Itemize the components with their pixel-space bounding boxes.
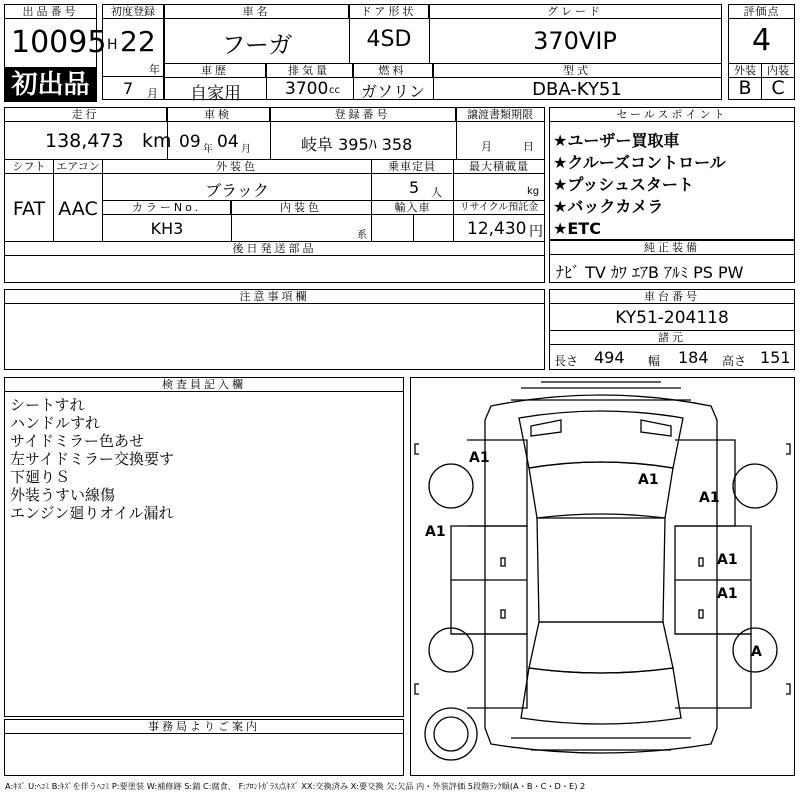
wheel-front-right [733, 464, 777, 508]
sales-point: ★プッシュスタート [553, 175, 694, 194]
damage-mark: A1 [717, 586, 738, 602]
door-handle [699, 610, 703, 618]
capacity-label: 乗車定員 [371, 160, 452, 174]
color-no: KH3 [150, 219, 184, 238]
mileage-unit: km [142, 130, 172, 152]
length-label: 長さ [554, 354, 579, 368]
width-label: 幅 [648, 354, 661, 368]
inspector-remark: サイドミラー色あせ [10, 432, 144, 450]
fuel: ガソリン [360, 82, 425, 101]
front-bumper [511, 382, 691, 400]
month-unit: 月 [147, 87, 158, 100]
inspector-box [4, 377, 404, 717]
inspector-remark: シートすれ [10, 396, 85, 414]
spare-wheel [425, 708, 477, 760]
model-label: 型式 [433, 64, 721, 78]
equipment-box [549, 240, 795, 283]
exterior-grade: B [738, 77, 752, 99]
mileage: 138,473 [45, 130, 124, 152]
chassis-box [549, 289, 795, 370]
transfer-month-unit: 月 [481, 140, 492, 153]
damage-mark: A1 [469, 450, 490, 466]
right-mirror [786, 444, 790, 454]
plate-label: 登録番号 [270, 108, 456, 122]
windshield [529, 462, 673, 518]
interior-label: 内装 [762, 64, 794, 78]
notes-box [4, 289, 545, 370]
left-mirror [415, 444, 419, 454]
hood-line [519, 411, 683, 468]
roof [537, 518, 665, 622]
history: 自家用 [190, 84, 241, 104]
height-label: 高さ [722, 354, 747, 368]
sales-point: ★クルーズコントロール [553, 153, 726, 172]
sales-points-box [549, 107, 795, 240]
era-prefix: H [107, 37, 118, 53]
ac-label: エアコン [54, 160, 102, 174]
inspector-remark: 左サイドミラー交換要す [10, 450, 174, 468]
vehicle-detail-box [4, 107, 545, 283]
lot-label: 出品番号 [5, 5, 96, 19]
exterior-color-label: 外装色 [103, 160, 371, 174]
vehicle-info-box [164, 4, 722, 104]
width: 184 [678, 348, 709, 367]
inspector-remark: 下廻りＳ [10, 468, 71, 486]
door-handle [501, 610, 505, 618]
inspector-remark: ハンドルすれ [10, 414, 101, 432]
score-box [728, 4, 795, 100]
transfer-day-unit: 日 [523, 140, 534, 153]
wheel-front-left [429, 464, 473, 508]
car-name: フーガ [221, 31, 293, 59]
inspection-label: 車検 [167, 108, 270, 122]
shift-label: シフト [5, 160, 53, 174]
max-load-unit: kg [527, 186, 540, 197]
door-type-label: ドア形状 [349, 5, 429, 19]
damage-mark: A1 [717, 552, 738, 568]
damage-mark: A1 [638, 472, 659, 488]
notes-label: 注意事項欄 [5, 290, 544, 304]
history-label: 車歴 [165, 64, 266, 78]
door-handle [699, 558, 703, 566]
damage-mark: A1 [425, 524, 446, 540]
office-box [4, 719, 404, 776]
registration-year: 22 [120, 25, 156, 58]
inspector-remark: 外装うすい線傷 [10, 486, 116, 504]
first-registration-label: 初度登録 [103, 5, 163, 19]
rear-window [529, 622, 673, 673]
right-rear-fender [675, 634, 751, 708]
interior-grade: C [771, 77, 785, 99]
damage-mark: A [751, 644, 762, 660]
inspection-month: 04 [217, 132, 239, 152]
recycle-label: リサイクル預託金 [454, 201, 544, 215]
inspection-month-unit: 月 [241, 144, 251, 155]
model-code: DBA-KY51 [532, 79, 622, 100]
left-doors [451, 526, 527, 634]
office-label: 事務局よりご案内 [5, 720, 403, 734]
body-outline [485, 395, 717, 753]
import-label: 輸入車 [372, 201, 453, 215]
displacement: 3700 [285, 79, 329, 99]
equipment-list: ﾅﾋﾞ TV ｶﾜ ｴｱB ｱﾙﾐ PS PW [556, 263, 744, 282]
specs-label: 諸元 [550, 331, 794, 345]
height: 151 [760, 348, 791, 367]
recycle-amount: 12,430 [467, 219, 527, 239]
inspection-year: 09 [179, 132, 201, 152]
inspector-remark: エンジン廻りオイル漏れ [10, 504, 174, 522]
sales-point: ★ユーザー買取車 [553, 131, 680, 150]
sales-points-label: セールスポイント [550, 108, 794, 122]
lot-box [4, 4, 107, 68]
right-rear-bracket [786, 684, 790, 694]
interior-color-label: 内装色 [231, 201, 371, 215]
trunk [521, 668, 681, 724]
chassis-label: 車台番号 [550, 290, 794, 304]
sales-point: ★バックカメラ [553, 197, 664, 216]
inspector-label: 検査員記入欄 [5, 378, 403, 392]
plate-number: 岐阜 395ﾊ 358 [301, 135, 413, 154]
later-parts-label: 後日発送部品 [5, 242, 544, 256]
displacement-unit: cc [329, 85, 340, 96]
left-rear-fender [451, 634, 527, 708]
displacement-label: 排気量 [266, 64, 353, 78]
recycle-unit: 円 [529, 224, 543, 240]
length: 494 [594, 348, 625, 367]
right-doors [675, 526, 751, 634]
damage-mark: A1 [699, 490, 720, 506]
interior-color-unit: 系 [357, 230, 367, 241]
capacity-unit: 人 [431, 186, 442, 199]
legend: A:ｷｽﾞ U:ﾍｺﾐ B:ｷｽﾞを伴うﾍｺﾐ P:要塗装 W:補修跡 S:錆 C:腐食、 F:ﾌﾛﾝﾄｶﾞﾗｽ点ｷｽﾞ XX:交換済み X:要交換 欠:欠品 内・外装評価 5段階ﾗﾝｸ順(A・B・C・D・E) 2 [5, 781, 586, 791]
score: 4 [751, 23, 772, 58]
equipment-label: 純正装備 [550, 241, 794, 255]
exterior-color: ブラック [205, 181, 269, 200]
front-grille [531, 420, 671, 436]
right-front-fender [675, 440, 735, 526]
door-handle [501, 558, 505, 566]
transfer-deadline-label: 譲渡書類期限 [456, 108, 544, 122]
registration-month: 7 [123, 79, 134, 98]
car-diagram-box [410, 377, 795, 776]
first-listing-badge: 初出品 [4, 68, 97, 102]
spare-wheel-inner [434, 717, 468, 751]
first-registration-box [102, 4, 164, 100]
year-unit: 年 [149, 63, 160, 76]
score-label: 評価点 [729, 5, 794, 19]
mileage-label: 走行 [5, 108, 167, 122]
car-diagram [411, 378, 794, 775]
door-type: 4SD [366, 27, 412, 52]
chassis-number: KY51-204118 [615, 308, 729, 328]
grade: 370VIP [533, 27, 617, 55]
ac: AAC [58, 198, 98, 220]
shift: FAT [12, 198, 46, 220]
rear-bumper [511, 738, 691, 750]
color-no-label: カラーNo. [103, 201, 231, 215]
capacity: 5 [409, 178, 420, 197]
fuel-label: 燃料 [353, 64, 433, 78]
car-name-label: 車名 [165, 5, 349, 19]
sales-point: ★ETC [553, 219, 601, 238]
grade-label: グレード [429, 5, 721, 19]
inspection-year-unit: 年 [203, 144, 213, 155]
lot-number: 10095 [11, 25, 107, 60]
exterior-label: 外装 [729, 64, 761, 78]
left-rear-bracket [415, 684, 419, 694]
max-load-label: 最大積載量 [453, 160, 544, 174]
